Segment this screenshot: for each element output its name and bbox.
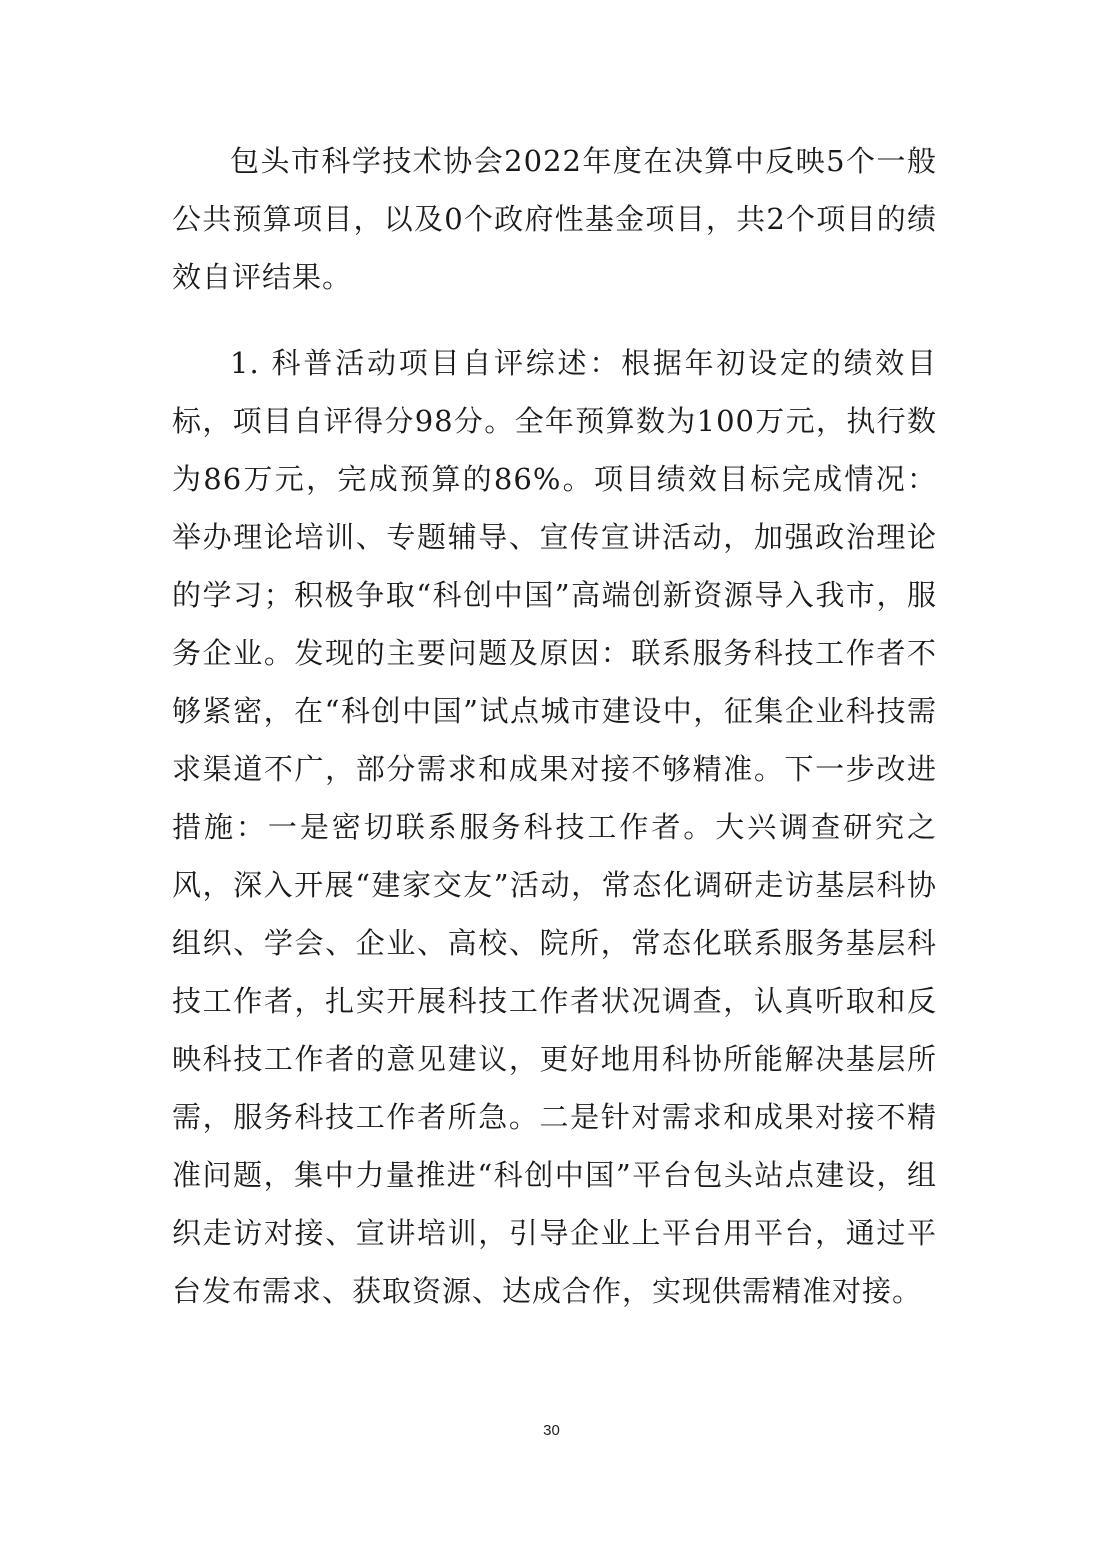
page-number: 30 xyxy=(543,1422,560,1439)
intro-paragraph: 包头市科学技术协会2022年度在决算中反映5个一般公共预算项目，以及0个政府性基金项目，共2个项目的绩效自评结果。 xyxy=(172,144,937,294)
science-activity-paragraph: 1. 科普活动项目自评综述：根据年初设定的绩效目标，项目自评得分98分。全年预算数为100万元，执行数为86万元，完成预算的86%。项目绩效目标完成情况：举办理论培训、专题辅导、宣传宣讲活动，加强政治理论的学习；积极争取“科创中国”高端创新资源导入我市，服务企业。发现的主要问题及原因：联系服务科技工作者不够紧密，在“科创中国”试点城市建设中，征集企业科技需求渠道不广，部分需求和成果对接不够精准。下一步改进措施：一是密切联系服务科技工作者。大兴调查研究之风，深入开展“建家交友”活动，常态化调研走访基层科协组织、学会、企业、高校、院所，常态化联系服务基层科技工作者，扎实开展科技工作者状况调查，认真听取和反映科技工作者的意见建议，更好地用科协所能解决基层所需，服务科技工作者所急。二是针对需求和成果对接不精准问题，集中力量推进“科创中国”平台包头站点建设，组织走访对接、宣讲培训，引导企业上平台用平台，通过平台发布需求、获取资源、达成合作，实现供需精准对接。 xyxy=(172,346,937,1308)
